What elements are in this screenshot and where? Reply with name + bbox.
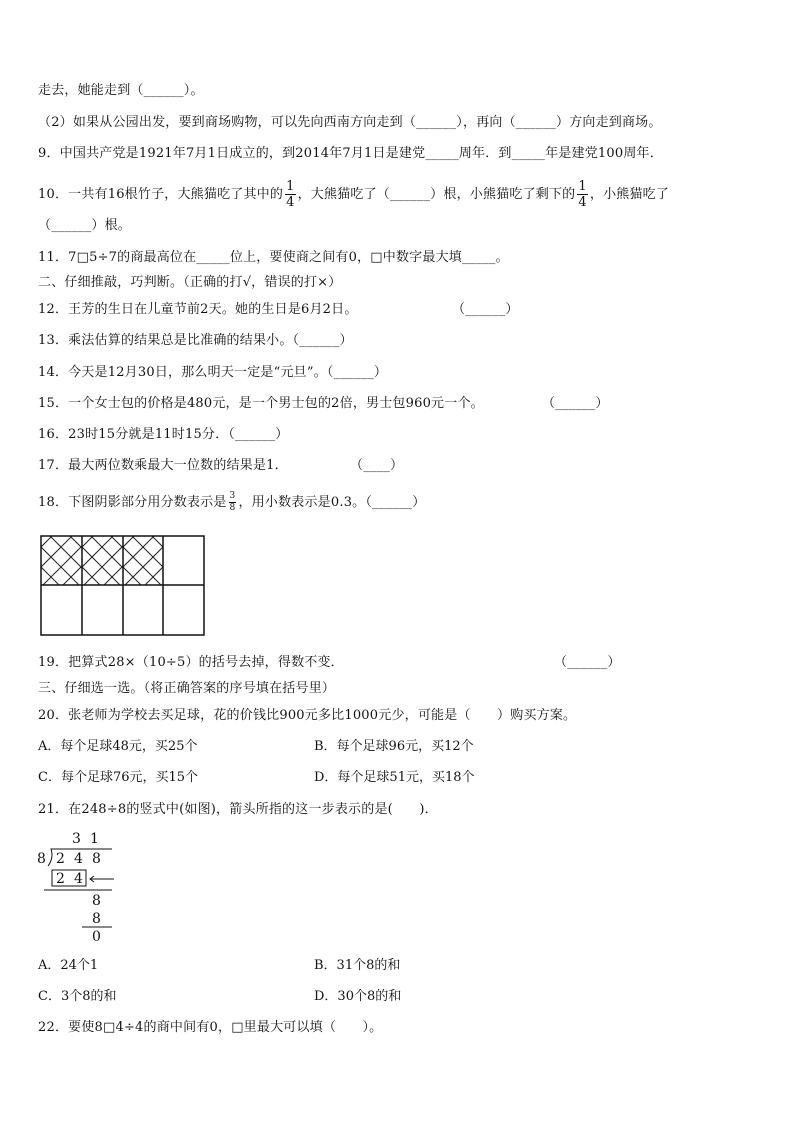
fraction-denominator: 4 (286, 195, 295, 210)
fraction-numerator: 1 (578, 179, 587, 194)
fraction-numerator: 3 (229, 491, 236, 501)
divisor: 8 (37, 851, 46, 867)
question-17: 17．最大两位数乘最大一位数的结果是1． (38, 458, 288, 473)
question-10 (38, 180, 669, 209)
dividend-digit: 4 (74, 851, 83, 867)
question-20-option-a: A．每个足球48元，买25个 (38, 739, 198, 754)
shaded-cell (43, 536, 161, 586)
question-18-part-b: ，用小数表示是0.3。（______） (238, 495, 426, 510)
shaded-cell (84, 536, 202, 586)
dividend-digit: 2 (56, 851, 65, 867)
shaded-grid-figure (40, 535, 206, 637)
question-21-option-d: D．30个8的和 (314, 989, 402, 1004)
fraction-one-quarter (285, 180, 295, 209)
question-15-answer-blank: （______） (542, 396, 609, 411)
question-22: 22．要使8□4÷4的商中间有0，□里最大可以填（ ）。 (38, 1020, 383, 1035)
line-continuation: 走去，她能走到（______）。 (38, 83, 204, 98)
question-21-option-a: A．24个1 (38, 958, 99, 973)
question-18-part-a: 18．下图阴影部分用分数表示是 (38, 495, 227, 510)
question-20: 20．张老师为学校去买足球，花的价钱比900元多比1000元少，可能是（ ）购买方案。 (38, 708, 577, 723)
question-20-option-d: D．每个足球51元，买18个 (314, 770, 475, 785)
quotient-digit: 3 (72, 831, 81, 847)
section-3-heading: 三、仔细选一选。（将正确答案的序号填在括号里） (38, 681, 336, 696)
fraction-three-eighths (229, 492, 237, 513)
remainder: 0 (92, 929, 101, 945)
fraction-numerator: 1 (286, 179, 295, 194)
question-10-part-a: 10．一共有16根竹子，大熊猫吃了其中的 (38, 187, 284, 202)
question-17-answer-blank: （____） (350, 458, 404, 473)
question-19: 19．把算式28×（10÷5）的括号去掉，得数不变． (38, 655, 344, 670)
question-9: 9．中国共产党是1921年7月1日成立的，到2014年7月1日是建党_____周年．到_____年是建党100周年． (38, 146, 663, 161)
question-15: 15．一个女士包的价格是480元，是一个男士包的2倍，男士包960元一个。 (38, 396, 484, 411)
question-10-part-c: ，小熊猫吃了 (589, 187, 670, 202)
step-digit: 4 (74, 871, 83, 887)
question-10-part-b: ，大熊猫吃了（______）根，小熊猫吃了剩下的 (297, 187, 576, 202)
fraction-one-quarter-second (577, 180, 587, 209)
long-division-figure (34, 828, 124, 948)
question-20-option-b: B．每个足球96元，买12个 (314, 739, 474, 754)
question-11: 11．7□5÷7的商最高位在_____位上，要使商之间有0，□中数字最大填_____。 (38, 250, 509, 265)
question-10-continuation: （______）根。 (38, 218, 132, 233)
question-16: 16．23时15分就是11时15分．（______） (38, 427, 289, 442)
question-19-answer-blank: （______） (554, 655, 621, 670)
step-digit: 2 (56, 871, 65, 887)
question-20-option-c: C．每个足球76元，买15个 (38, 770, 199, 785)
question-18 (38, 492, 425, 513)
section-2-heading: 二、仔细推敲，巧判断。（正确的打√，错误的打×） (38, 275, 342, 290)
fraction-denominator: 8 (229, 503, 236, 513)
question-21-option-b: B．31个8的和 (314, 958, 401, 973)
step-digit: 8 (92, 911, 101, 927)
question-8-part-2: （2）如果从公园出发，要到商场购物，可以先向西南方向走到（______），再向（______）方向走到商场。 (38, 115, 662, 130)
step-digit: 8 (92, 893, 101, 909)
question-14: 14．今天是12月30日，那么明天一定是“元旦”。（______） (38, 365, 388, 380)
question-21: 21．在248÷8的竖式中(如图)，箭头所指的这一步表示的是( )． (38, 802, 438, 817)
question-12: 12．王芳的生日在儿童节前2天。她的生日是6月2日。 (38, 302, 358, 317)
question-13: 13．乘法估算的结果总是比准确的结果小。（______） (38, 333, 353, 348)
fraction-denominator: 4 (578, 195, 587, 210)
quotient-digit: 1 (90, 831, 99, 847)
dividend-digit: 8 (92, 851, 101, 867)
question-21-option-c: C．3个8的和 (38, 989, 117, 1004)
question-12-answer-blank: （______） (452, 302, 519, 317)
arrow-left-icon (90, 876, 114, 882)
